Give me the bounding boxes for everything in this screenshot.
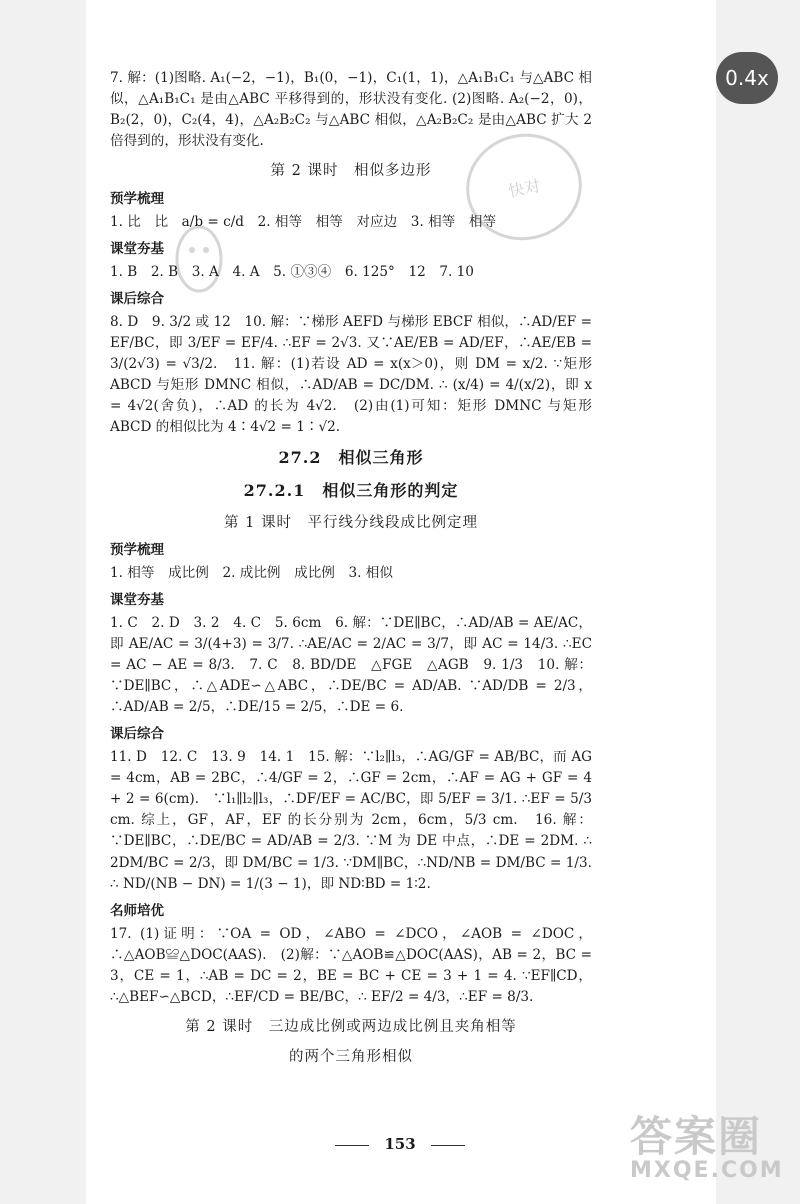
lesson-heading: 第 2 课时 相似多边形 [270, 163, 432, 180]
page-number-dash-left [335, 1145, 369, 1146]
answer-paragraph: 8. D 9. 3/2 或 12 10. 解：∵梯形 AEFD 与梯形 EBCF 相似，∴AD/EF = EF/BC，即 3/EF = EF/4. ∴EF = 2√3. 又∵AE/EB = AD/EF，∴AE/EB = 3/(2√3) = √3/2. 11. 解：(1)若设 AD = x(x＞0)，则 DM = x/2. ∵矩形 ABCD 与矩形 DMNC 相似，∴AD/AB = DC/DM. ∴ (x/4) = 4/(x/2)，即 x = 4√2(舍负)，∴AD 的长为 4√2. (2)由(1)可知：矩形 DMNC 与矩形 ABCD 的相似比为 4∶4√2 = 1∶√2. [110, 313, 592, 435]
section-heading: 27.2 相似三角形 [278, 447, 424, 467]
answer-paragraph: 1. B 2. B 3. A 4. A 5. ①③④ 6. 125° 12 7. 10 [110, 263, 474, 280]
page-number-dash-right [431, 1145, 465, 1146]
answer-content [110, 68, 592, 1075]
lesson-heading: 第 2 课时 三边成比例或两边成比例且夹角相等 [185, 1018, 517, 1035]
subsection-heading: 课后综合 [110, 290, 164, 307]
subsection-heading: 预学梳理 [110, 190, 164, 207]
watermark-stamp: 快对 [456, 123, 592, 251]
subsection-heading: 课堂夯基 [110, 240, 164, 257]
lesson-heading: 第 1 课时 平行线分线段成比例定理 [224, 514, 478, 531]
watermark-small-text: MXQE.COM [630, 1158, 784, 1183]
subsection-heading: 课后综合 [110, 726, 164, 743]
watermark-big-text: 答案圈 [630, 1112, 763, 1161]
subsection-heading: 预学梳理 [110, 542, 164, 559]
lesson-heading: 的两个三角形相似 [289, 1049, 413, 1066]
answer-paragraph: 1. 相等 成比例 2. 成比例 成比例 3. 相似 [110, 564, 393, 581]
subsection-heading: 名师培优 [110, 902, 164, 919]
playback-speed-button[interactable]: 0.4x [716, 52, 778, 104]
answer-paragraph: 11. D 12. C 13. 9 14. 1 15. 解：∵l₂∥l₃，∴AG/GF = AB/BC，而 AG = 4cm，AB = 2BC，∴4/GF = 2，∴GF = 2cm，∴AF = AG + GF = 4 + 2 = 6(cm). ∵l₁∥l₂∥l₃，∴DF/EF = AC/BC，即 5/EF = 3/1. ∴EF = 5/3 cm. 综上，GF，AF，EF 的长分别为 2cm，6cm，5/3 cm. 16. 解：∵DE∥BC，∴DE/BC = AD/AB = 2/3. ∵M 为 DE 中点，∴DE = 2DM. ∴ 2DM/BC = 2/3，即 DM/BC = 1/3. ∵DM∥BC，∴ND/NB = DM/BC = 1/3. ∴ ND/(NB − DN) = 1/(3 − 1)，即 ND∶BD = 1∶2. [110, 749, 592, 892]
section-heading: 27.2.1 相似三角形的判定 [243, 480, 459, 500]
subsection-heading: 课堂夯基 [110, 592, 164, 609]
answer-paragraph: 7. 解：(1)图略. A₁(−2，−1)，B₁(0，−1)，C₁(1，1)，△A₁B₁C₁ 与△ABC 相似，△A₁B₁C₁ 是由△ABC 平移得到的，形状没有变化. (2)图略. A₂(−2，0)，B₂(2，0)，C₂(4，4)，△A₂B₂C₂ 与△ABC 相似，△A₂B₂C₂ 是由△ABC 扩大 2 倍得到的，形状没有变化. [110, 70, 592, 150]
watermark-logo [630, 1104, 784, 1183]
answer-paragraph: 17. (1)证明：∵OA = OD，∠ABO = ∠DCO，∠AOB = ∠DOC，∴△AOB≌△DOC(AAS). (2)解：∵△AOB≌△DOC(AAS)，AB = 2，BC = 3，CE = 1，∴AB = DC = 2，BE = BC + CE = 3 + 1 = 4. ∵EF∥CD，∴△BEF∽△BCD，∴EF/CD = BE/BC，∴ EF/2 = 4/3，∴EF = 8/3. [110, 925, 592, 1005]
answer-paragraph: 1. C 2. D 3. 2 4. C 5. 6cm 6. 解：∵DE∥BC，∴AD/AB = AE/AC，即 AE/AC = 3/(4+3) = 3/7. ∴AE/AC = 2/AC = 3/7，即 AC = 14/3. ∴EC = AC − AE = 8/3. 7. C 8. BD/DE △FGE △AGB 9. 1/3 10. 解：∵DE∥BC，∴△ADE∽△ABC，∴DE/BC = AD/AB. ∵AD/DB = 2/3，∴AD/AB = 2/5，∴DE/15 = 2/5，∴DE = 6. [110, 614, 592, 716]
page-number-text: 153 [384, 1135, 416, 1153]
answer-paragraph: 1. 比 比 a/b = c/d 2. 相等 相等 对应边 3. 相等 相等 [110, 213, 497, 230]
